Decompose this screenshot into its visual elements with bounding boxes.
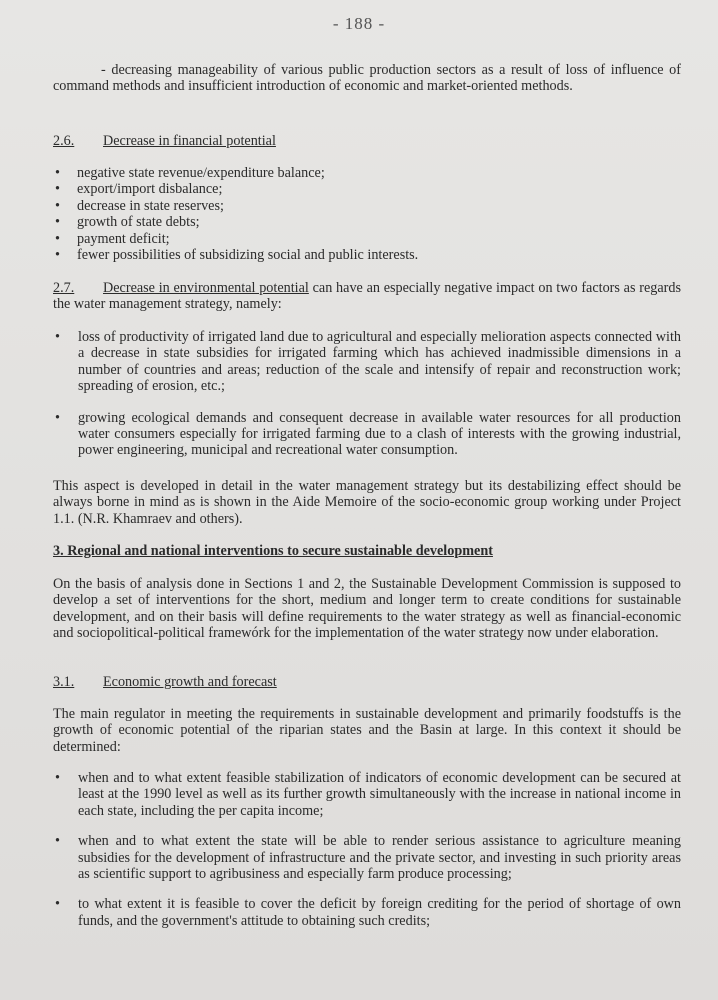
list-item: • loss of productivity of irrigated land due to agricultural and especially melioration aspects connected with a decrease in state subsidies for irrigated farming which has achieved inadmissible dimensions in a number of countries and areas; reduction of the scale and intensify of repair and reconstruction work; spreading of erosion, etc.; [53,329,681,395]
list-item: • when and to what extent the state will be able to render serious assistance to agriculture meaning subsidies for the development of infrastructure and the private sector, and investing in such priority areas as scientific support to agribusiness and especially farm produce processing; [53,833,681,882]
list-item: • when and to what extent feasible stabilization of indicators of economic development can be secured at least at the 1990 level as well as its further growth simultaneously with the increase in national income in each state, including the per capita income; [53,770,681,819]
section-2-6-number: 2.6. [53,133,75,149]
page-number: - 188 - [332,14,386,33]
list-item: • growth of state debts; [53,214,681,230]
list-item: • fewer possibilities of subsidizing social and public interests. [53,247,681,263]
list-item: • negative state revenue/expenditure balance; [53,165,681,181]
list-item: • decrease in state reserves; [53,198,681,214]
list-item: • payment deficit; [53,231,681,247]
intro-paragraph: - decreasing manageability of various public production sectors as a result of loss of influence of command methods and insufficient introduction of economic and market-oriented methods. [53,62,681,95]
section-2-7-closing: This aspect is developed in detail in the water management strategy but its destabilizing effect should be always borne in mind as is shown in the Aide Memoire of the socio-economic group working under Project 1.1. (N.R. Khamraev and others). [53,478,681,527]
section-3-1-title: Economic growth and forecast [103,674,277,690]
list-item: • growing ecological demands and consequent decrease in available water resources for all production water consumers especially for irrigated farming due to a clash of interests with the growing industrial, power engineering, municipal and recreational water consumption. [53,410,681,459]
section-3-1-heading [53,674,681,690]
section-3-1-list [53,770,681,929]
section-2-7-number: 2.7. [53,280,75,296]
section-2-7-list [53,329,681,459]
section-3-1-paragraph: The main regulator in meeting the requirements in sustainable development and primarily foodstuffs is the growth of economic potential of the riparian states and the Basin at large. In this context it should be determined: [53,706,681,755]
section-3-paragraph: On the basis of analysis done in Sections 1 and 2, the Sustainable Development Commission is supposed to develop a set of interventions for the short, medium and longer term to create conditions for sustainable development, and on their basis will define requirements to the water strategy as well as financial-economic and sociopolitical-political framewórk for the implementation of the water strategy now under elaboration. [53,576,681,642]
section-2-7-lead [53,280,681,313]
list-item: • export/import disbalance; [53,181,681,197]
section-3-1-number: 3.1. [53,674,75,690]
list-item: • to what extent it is feasible to cover the deficit by foreign crediting for the period of shortage of own funds, and the government's attitude to obtaining such credits; [53,896,681,929]
section-3-heading: 3. Regional and national interventions to secure sustainable development [53,543,493,559]
section-2-6-list [53,165,681,263]
section-2-6-heading [53,133,681,149]
section-2-7-lead-text: can have an especially negative impact on two factors as regards the water management strategy, namely: [53,280,681,313]
section-2-6-title: Decrease in financial potential [103,133,276,149]
section-2-7-title: Decrease in environmental potential [103,280,309,296]
